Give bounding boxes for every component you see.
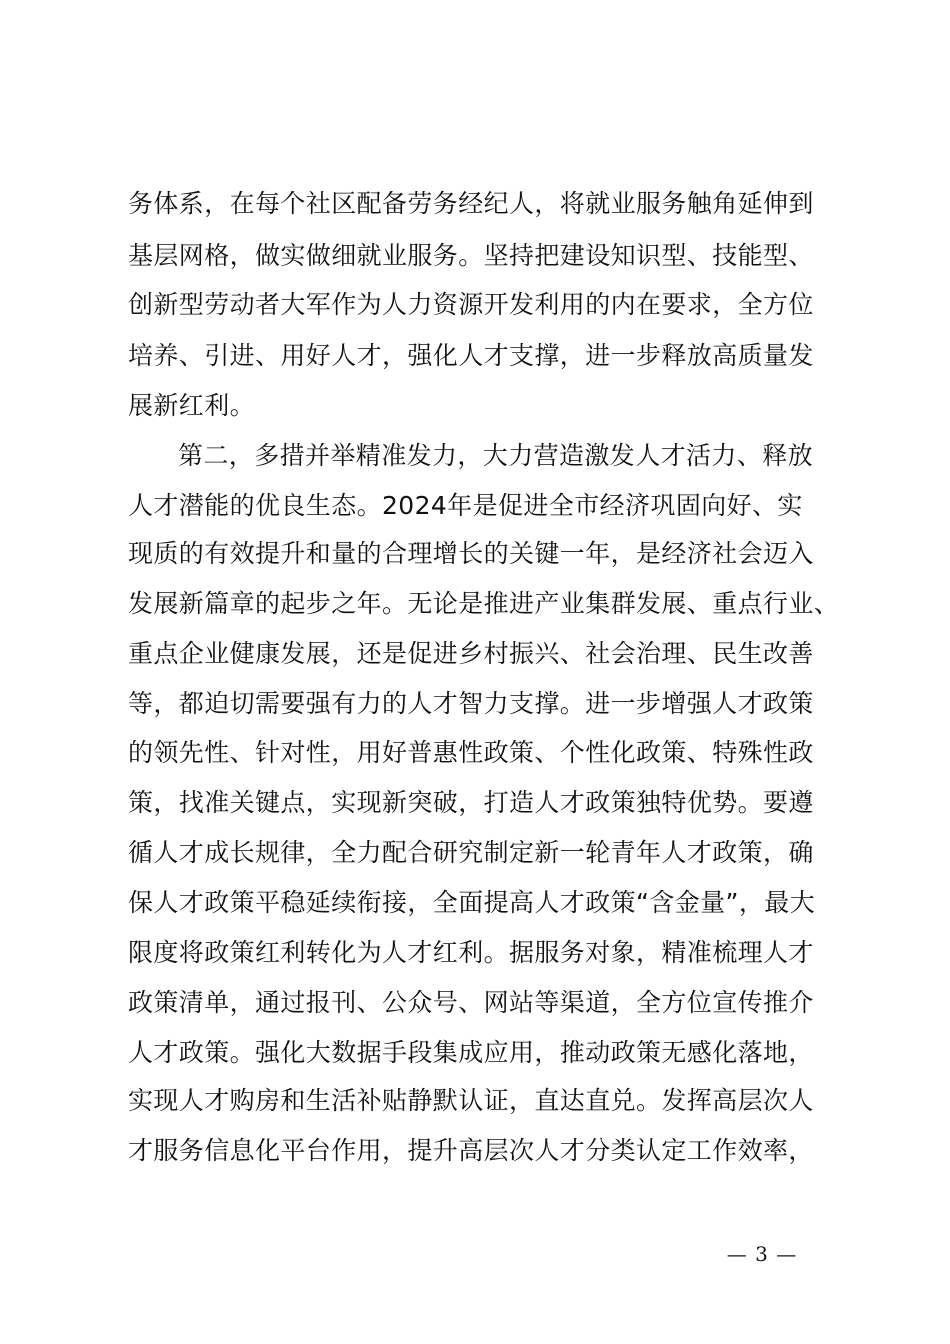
text-line: 等，都迫切需要强有力的人才智力支撑。进一步增强人才政策 [128,689,814,718]
text-line: 限度将政策红利转化为人才红利。据服务对象，精准梳理人才 [128,938,814,967]
text-line: 的领先性、针对性，用好普惠性政策、个性化政策、特殊性政 [128,738,814,767]
text-line: 重点企业健康发展，还是促进乡村振兴、社会治理、民生改善 [128,639,814,668]
paragraph-first-line: 第二，多措并举精准发力，大力营造激发人才活力、释放 [178,441,814,470]
text-line: 策，找准关键点，实现新突破，打造人才政策独特优势。要遵 [128,788,814,817]
text-line: 务体系，在每个社区配备劳务经纪人，将就业服务触角延伸到 [128,189,814,218]
text-line: 保人才政策平稳延续衔接，全面提高人才政策“含金量”，最大 [128,888,816,917]
text-line: 政策清单，通过报刊、公众号、网站等渠道，全方位宣传推介 [128,988,814,1017]
text-line: 培养、引进、用好人才，强化人才支撑，进一步释放高质量发 [128,341,814,370]
text-line: 现质的有效提升和量的合理增长的关键一年，是经济社会迈入 [128,539,814,568]
text-line: 展新红利。 [128,391,256,420]
text-line: 才服务信息化平台作用，提升高层次人才分类认定工作效率， [128,1136,814,1165]
page-number: — 3 — [726,1242,798,1266]
text-line: 人才潜能的优良生态。2024年是促进全市经济巩固向好、实 [128,491,803,520]
text-line: 发展新篇章的起步之年。无论是推进产业集群发展、重点行业、 [128,589,840,618]
text-line: 循人才成长规律，全力配合研究制定新一轮青年人才政策，确 [128,838,814,867]
text-line: 人才政策。强化大数据手段集成应用，推动政策无感化落地， [128,1038,814,1067]
text-line: 实现人才购房和生活补贴静默认证，直达直兑。发挥高层次人 [128,1086,814,1115]
text-line: 创新型劳动者大军作为人力资源开发利用的内在要求，全方位 [128,290,814,319]
text-line: 基层网格，做实做细就业服务。坚持把建设知识型、技能型、 [128,241,814,270]
